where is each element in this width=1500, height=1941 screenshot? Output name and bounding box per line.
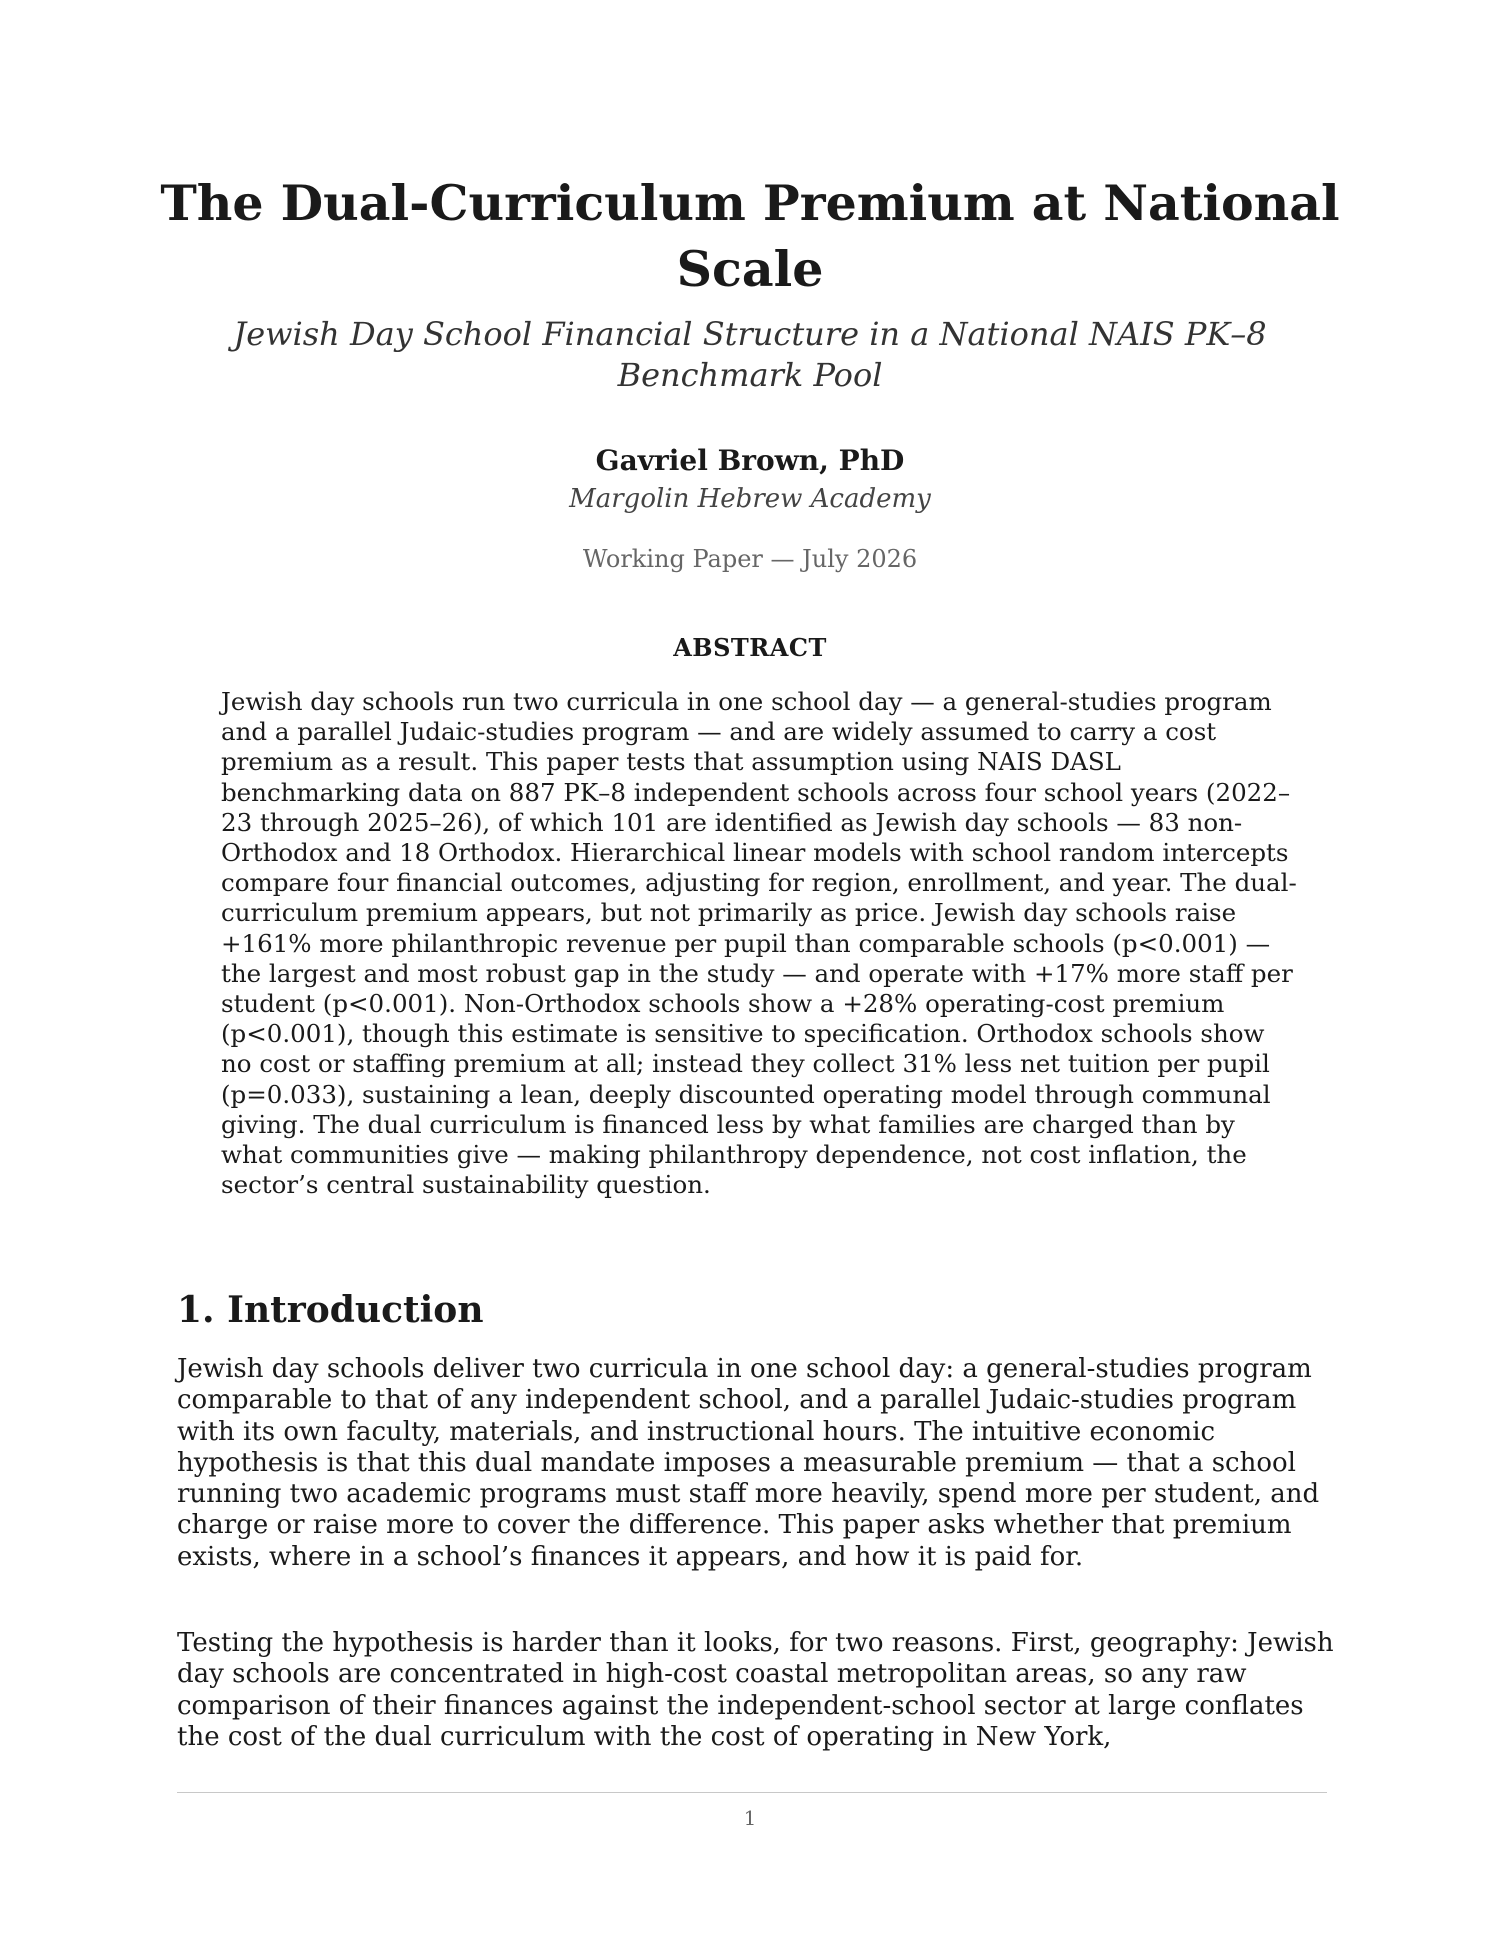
abstract-heading: ABSTRACT: [673, 633, 827, 662]
author-name: Gavriel Brown, PhD: [595, 444, 905, 477]
introduction-paragraph-2: Testing the hypothesis is harder than it looks, for two reasons. First, geography: Jewish day schools are concentrated in high-cost coastal metropolitan areas, so any raw comparison of their finances against the independent-school sector at large conflates the cost of the dual curriculum with the cost of operating in New York,: [177, 1628, 1334, 1752]
paper-date-line: Working Paper — July 2026: [582, 545, 918, 573]
page-number: 1: [743, 1806, 757, 1830]
author-affiliation: Margolin Hebrew Academy: [569, 484, 931, 514]
abstract-text: Jewish day schools run two curricula in one school day — a general-studies program and a parallel Judaic-studies program — and are widely assumed to carry a cost premium as a result. This paper tests that assumption using NAIS DASL benchmarking data on 887 PK–8 independent schools across four school years (2022–23 through 2025–26), of which 101 are identified as Jewish day schools — 83 non-Orthodox and 18 Orthodox. Hierarchical linear models with school random intercepts compare four financial outcomes, adjusting for region, enrollment, and year. The dual-curriculum premium appears, but not primarily as price. Jewish day schools raise +161% more philanthropic revenue per pupil than comparable schools (p<0.001) — the largest and most robust gap in the study — and operate with +17% more staff per student (p<0.001). Non-Orthodox schools show a +28% operating-cost premium (p<0.001), though this estimate is sensitive to specification. Orthodox schools show no cost or staffing premium at all; instead they collect 31% less net tuition per pupil (p=0.033), sustaining a lean, deeply discounted operating model through communal giving. The dual curriculum is financed less by what families are charged than by what communities give — making philanthropy dependence, not cost inflation, the sector’s central sustainability question.: [221, 687, 1297, 1200]
introduction-paragraph-1: Jewish day schools deliver two curricula in one school day: a general-studies program comparable to that of any independent school, and a parallel Judaic-studies program with its own faculty, materials, and instructional hours. The intuitive economic hypothesis is that this dual mandate imposes a measurable premium — that a school running two academic programs must staff more heavily, spend more per student, and charge or raise more to cover the difference. This paper asks whether that premium exists, where in a school’s finances it appears, and how it is paid for.: [177, 1354, 1320, 1572]
footer-divider: [177, 1792, 1327, 1793]
section-heading-introduction: 1. Introduction: [177, 1289, 484, 1331]
paper-title: The Dual-Curriculum Premium at National Scale: [160, 174, 1340, 298]
paper-subtitle: Jewish Day School Financial Structure in a National NAIS PK–8 Benchmark Pool: [233, 315, 1267, 394]
